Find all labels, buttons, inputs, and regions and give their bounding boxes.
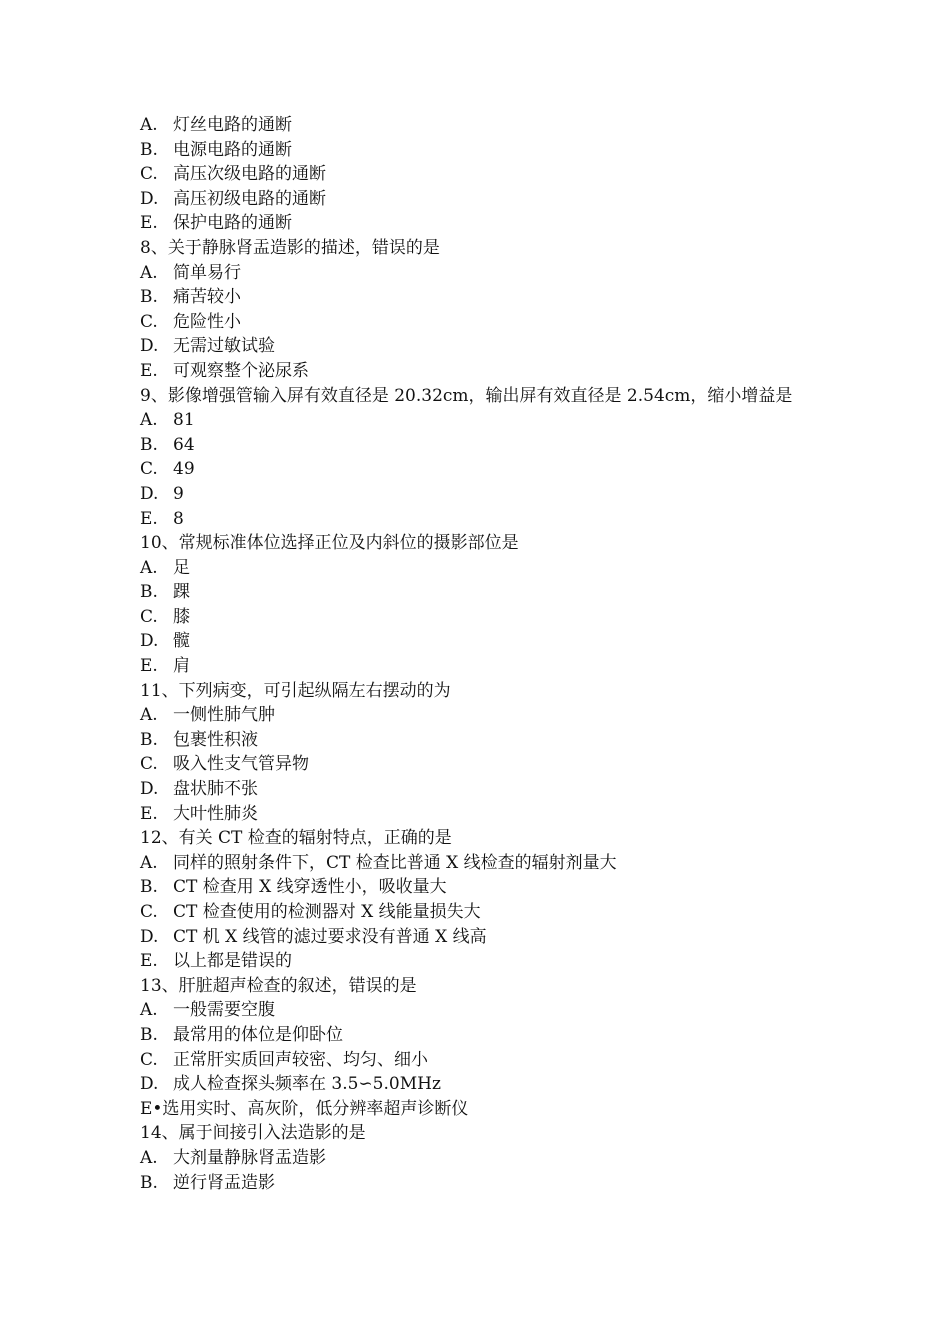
answer-option — [140, 925, 800, 950]
answer-option — [140, 728, 800, 753]
option-text: 9 — [173, 483, 184, 504]
question-text: 14、属于间接引入法造影的是 — [140, 1123, 366, 1144]
option-text: 高压次级电路的通断 — [173, 164, 326, 185]
option-letter: B. — [140, 1172, 158, 1193]
answer-option — [140, 629, 800, 654]
answer-option — [140, 556, 800, 581]
question-text: E•选用实时、高灰阶，低分辨率超声诊断仪 — [140, 1098, 469, 1119]
option-letter: A. — [140, 557, 158, 578]
option-text: 一侧性肺气肿 — [173, 705, 275, 726]
question-text: 13、肝脏超声检查的叙述，错误的是 — [140, 975, 417, 996]
option-letter: D. — [140, 336, 159, 357]
question-stem — [140, 384, 800, 409]
option-text: 简单易行 — [173, 262, 241, 283]
answer-option — [140, 949, 800, 974]
option-letter: A. — [140, 852, 158, 873]
question-stem — [140, 531, 800, 556]
question-text: 10、常规标准体位选择正位及内斜位的摄影部位是 — [140, 533, 519, 554]
option-text: 无需过敏试验 — [173, 336, 275, 357]
answer-option — [140, 1023, 800, 1048]
answer-option — [140, 900, 800, 925]
answer-option — [140, 1072, 800, 1097]
option-text: 49 — [173, 459, 195, 480]
option-letter: C. — [140, 754, 158, 775]
option-letter: C. — [140, 1049, 158, 1070]
answer-option — [140, 261, 800, 286]
option-text: 危险性小 — [173, 311, 241, 332]
option-text: CT 检查用 X 线穿透性小，吸收量大 — [173, 877, 447, 898]
option-text: 大剂量静脉肾盂造影 — [173, 1147, 326, 1168]
option-text: 81 — [173, 410, 195, 431]
answer-option — [140, 162, 800, 187]
answer-option — [140, 187, 800, 212]
answer-option — [140, 802, 800, 827]
option-text: 高压初级电路的通断 — [173, 188, 326, 209]
answer-option — [140, 457, 800, 482]
option-letter: C. — [140, 606, 158, 627]
option-text: 肩 — [173, 656, 190, 677]
option-text: 保护电路的通断 — [173, 213, 292, 234]
option-text: 64 — [173, 434, 195, 455]
option-text: 同样的照射条件下，CT 检查比普通 X 线检查的辐射剂量大 — [173, 852, 617, 873]
option-letter: A. — [140, 705, 158, 726]
option-letter: D. — [140, 926, 159, 947]
option-text: 髋 — [173, 631, 190, 652]
option-text: 逆行肾盂造影 — [173, 1172, 275, 1193]
option-letter: E. — [140, 951, 158, 972]
option-text: 大叶性肺炎 — [173, 803, 258, 824]
question-stem — [140, 1121, 800, 1146]
question-text: 11、下列病变，可引起纵隔左右摆动的为 — [140, 680, 451, 701]
option-letter: E. — [140, 508, 158, 529]
option-letter: E. — [140, 213, 158, 234]
answer-option — [140, 482, 800, 507]
option-text: 足 — [173, 557, 190, 578]
option-letter: B. — [140, 582, 158, 603]
question-text: 8、关于静脉肾盂造影的描述，错误的是 — [140, 237, 440, 258]
answer-option — [140, 310, 800, 335]
option-letter: D. — [140, 188, 159, 209]
answer-option — [140, 507, 800, 532]
option-text: 8 — [173, 508, 184, 529]
option-text: 包裹性积液 — [173, 729, 258, 750]
option-letter: C. — [140, 902, 158, 922]
option-letter: C. — [140, 459, 158, 480]
option-letter: D. — [140, 1074, 159, 1095]
option-letter: B. — [140, 139, 158, 160]
option-letter: B. — [140, 434, 158, 455]
option-letter: A. — [140, 410, 158, 431]
answer-option — [140, 334, 800, 359]
question-text: 12、有关 CT 检查的辐射特点，正确的是 — [140, 828, 452, 849]
option-text: 成人检查探头频率在 3.5∽5.0MHz — [173, 1074, 441, 1095]
option-letter: B. — [140, 287, 158, 308]
option-text: 一般需要空腹 — [173, 1000, 275, 1021]
option-text: 灯丝电路的通断 — [173, 115, 292, 135]
option-letter: A. — [140, 1000, 158, 1021]
option-text: 踝 — [173, 582, 190, 603]
answer-option — [140, 408, 800, 433]
option-letter: C. — [140, 311, 158, 332]
answer-option — [140, 580, 800, 605]
option-text: 最常用的体位是仰卧位 — [173, 1024, 343, 1045]
document-body — [140, 113, 800, 1195]
option-letter: A. — [140, 115, 158, 135]
answer-option — [140, 998, 800, 1023]
option-letter: B. — [140, 1024, 158, 1045]
answer-option — [140, 113, 800, 138]
option-letter: E. — [140, 656, 158, 677]
answer-option — [140, 211, 800, 236]
option-letter: C. — [140, 164, 158, 185]
option-letter: A. — [140, 262, 158, 283]
answer-option — [140, 605, 800, 630]
option-text: 以上都是错误的 — [173, 951, 292, 972]
option-text: 盘状肺不张 — [173, 779, 258, 800]
answer-option — [140, 875, 800, 900]
answer-option — [140, 285, 800, 310]
question-stem — [140, 974, 800, 999]
option-text: 膝 — [173, 606, 190, 627]
option-text: 可观察整个泌尿系 — [173, 360, 309, 381]
option-letter: A. — [140, 1147, 158, 1168]
question-stem — [140, 236, 800, 261]
question-stem — [140, 826, 800, 851]
answer-option — [140, 1146, 800, 1171]
question-stem — [140, 679, 800, 704]
answer-option — [140, 359, 800, 384]
answer-option — [140, 777, 800, 802]
option-text: 吸入性支气管异物 — [173, 754, 309, 775]
answer-option — [140, 752, 800, 777]
option-text: 电源电路的通断 — [173, 139, 292, 160]
option-letter: B. — [140, 729, 158, 750]
option-letter: E. — [140, 360, 158, 381]
option-letter: B. — [140, 877, 158, 898]
option-text: CT 检查使用的检测器对 X 线能量损失大 — [173, 902, 481, 922]
answer-option — [140, 654, 800, 679]
answer-option — [140, 703, 800, 728]
answer-option — [140, 1171, 800, 1196]
answer-option — [140, 433, 800, 458]
question-text: 9、影像增强管输入屏有效直径是 20.32cm，输出屏有效直径是 2.54cm，缩小增益是 — [140, 385, 793, 406]
option-letter: D. — [140, 631, 159, 652]
answer-option — [140, 1048, 800, 1073]
answer-option — [140, 138, 800, 163]
answer-option — [140, 851, 800, 876]
question-stem — [140, 1097, 800, 1122]
option-text: CT 机 X 线管的滤过要求没有普通 X 线高 — [173, 926, 487, 947]
option-letter: E. — [140, 803, 158, 824]
option-text: 痛苦较小 — [173, 287, 241, 308]
option-letter: D. — [140, 779, 159, 800]
option-text: 正常肝实质回声较密、均匀、细小 — [173, 1049, 428, 1070]
option-letter: D. — [140, 483, 159, 504]
